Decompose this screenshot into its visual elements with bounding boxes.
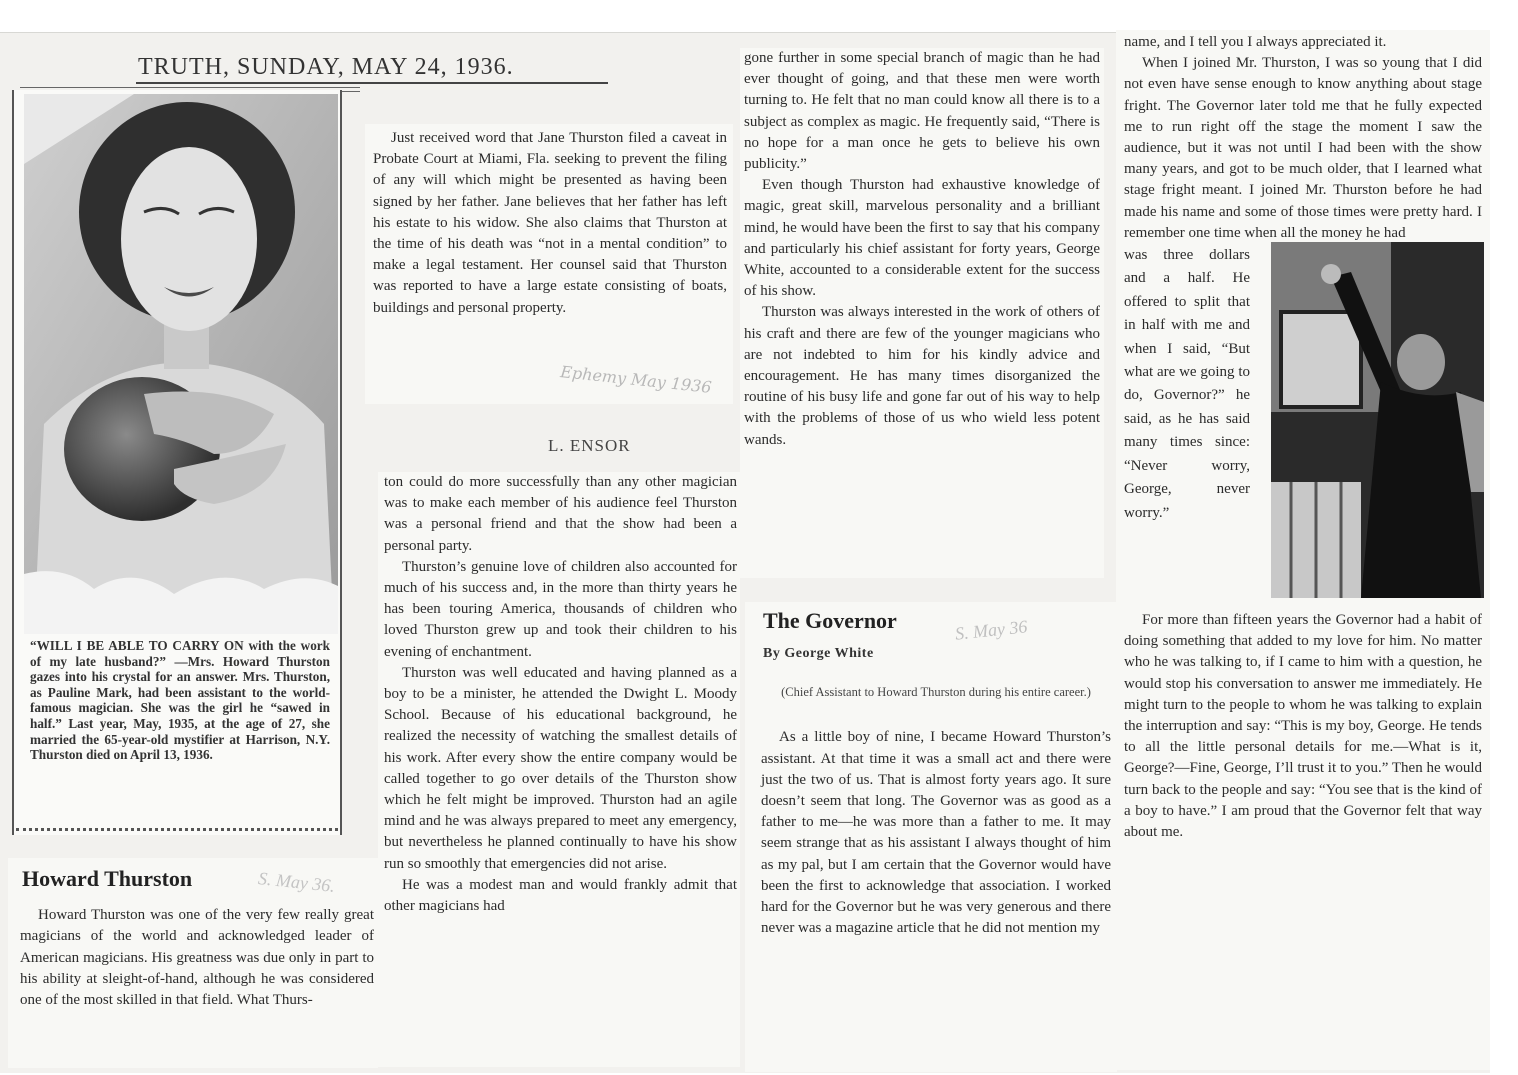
masthead-rule xyxy=(136,82,608,84)
article-paragraph: When I joined Mr. Thurston, I was so young that I did not even have sense enough to know anything about stage fright. The Governor later told me that he fully expected me to run right off the stage the moment I saw the audience, but it was not until I had been with the show many years, and got to be much older, that I learned what stage fright meant. I joined Mr. Thurston before he had made his name and some of those times were pretty hard. I remember one time when all the money he had xyxy=(1124,55,1482,241)
dotted-border xyxy=(16,828,338,831)
masthead-title: TRUTH, SUNDAY, MAY 24, 1936. xyxy=(138,54,514,80)
handwritten-date: S. May 36. xyxy=(257,868,336,896)
article-paragraph: was three dollars and a half. He offered to split that in half with me and when I said, “But what are we going to do, Governor?” he said, as he has said many times since: “Never worry, George, never worry.” xyxy=(1124,247,1250,521)
article-paragraph: ton could do more successfully than any other magician was to make each member of his audience feel Thurston was a personal friend and that the show had been a personal party. xyxy=(384,474,737,554)
handwritten-date: Ephemy May 1936 xyxy=(559,362,713,397)
portrait-photo xyxy=(24,94,338,634)
article-column-4 xyxy=(1116,30,1490,1070)
article-headline: The Governor xyxy=(763,608,897,633)
governor-article xyxy=(745,602,1117,1072)
divider xyxy=(20,87,360,88)
article-paragraph: As a little boy of nine, I became Howard Thurston’s assistant. At that time it was a small act and there were just the two of us. That is almost forty years ago. It sure doesn’t seem that long. The Governor was as good as a father to me—he was more than a father to me. It may seem strange that as his assistant I always thought of him as my pal, but I am certain that the Governor would have been the first to acknowledge that association. I worked hard for the Governor but he was very generous and there never was a magazine article that he did not mention my xyxy=(761,729,1111,937)
handwritten-date: S. May 36 xyxy=(954,616,1029,644)
photo-clipping xyxy=(12,90,342,835)
article-column-3 xyxy=(740,48,1104,578)
magician-photo xyxy=(1271,242,1484,598)
article-paragraph: gone further in some special branch of magic than he had ever thought of going, and that these men were worth turning to. He felt that no man could know all there is to a subject as complex as magic. He frequently said, “There is no hope for a man once he gets to believe his own publicity.” xyxy=(744,50,1100,173)
article-paragraph: Thurston was always interested in the work of others of his craft and there are few of the younger magicians who are not indebted to him for his kindly advice and encouragement. He has many times disorganized the routine of his busy life and gone far out of his way to help with the problems of those of us who wield less potent wands. xyxy=(744,304,1100,448)
article-headline: Howard Thurston xyxy=(22,866,193,891)
author-note: (Chief Assistant to Howard Thurston during his entire career.) xyxy=(781,685,1091,700)
article-paragraph: Thurston’s genuine love of children also accounted for much of his success and, in the more than thirty years he has been touring America, thousands of children who loved Thurston grew up and took their children to his evening of enchantment. xyxy=(384,558,737,660)
howard-thurston-article xyxy=(8,858,378,1068)
jane-thurston-clipping xyxy=(365,124,733,404)
article-paragraph: Just received word that Jane Thurston filed a caveat in Probate Court at Miami, Fla. seeking to prevent the filing of any will which might be presented as having been signed by her father. Jane believes that her father has left his estate to his widow. She also claims that Thurston at the time of his death was “not in a mental condition” to make a legal testament. Her counsel said that Thurston was reported to have a large estate consisting of boats, buildings and personal property. xyxy=(373,130,727,316)
article-paragraph: Even though Thurston had exhaustive knowledge of magic, great skill, marvelous personality and a brilliant mind, he would have been the first to say that his company and particularly his chief assistant for forty years, George White, accounted to a considerable extent for the success of his show. xyxy=(744,177,1100,300)
signature: L. ENSOR xyxy=(548,436,631,455)
newspaper-masthead xyxy=(10,48,600,88)
byline: By George White xyxy=(763,646,874,662)
article-paragraph: Howard Thurston was one of the very few really great magicians of the world and acknowledged leader of American magicians. His greatness was due only in part to his ability at sleight-of-hand, although he was considered one of the most skilled in that field. What Thurs- xyxy=(20,907,374,1009)
article-paragraph: He was a modest man and would frankly admit that other magicians had xyxy=(384,876,737,915)
article-column-2 xyxy=(378,472,740,1067)
article-paragraph: name, and I tell you I always appreciated it. xyxy=(1124,34,1387,50)
article-paragraph: For more than fifteen years the Governor had a habit of doing something that added to my love for him. No matter who he was talking to, if I came to him with a question, he would stop his conversation to answer me immediately. He might turn to the people to whom he was talking to explain the interruption and say: “This is my boy, George. He tends to all the little personal details for me.—What is it, George?—Fine, George, I’ll trust it to you.” Then he would turn back to the people and say: “You see that is the kind of a boy to have.” I am proud that the Governor felt that way about me. xyxy=(1124,612,1482,841)
wrap-block xyxy=(1124,244,1482,610)
photo-caption: “WILL I BE ABLE TO CARRY ON with the work of my late husband?” —Mrs. Howard Thurston gazes into his crystal for an answer. Mrs. Thurston, as Pauline Mark, had been assistant to the world-famous magician. She was the girl he “sawed in half.” Last year, May, 1935, at the age of 27, she married the 65-year-old mystifier at Harrison, N.Y. Thurston died on April 13, 1936. xyxy=(30,638,330,763)
article-paragraph: Thurston was well educated and having planned as a boy to be a minister, he attended the Dwight L. Moody School. Because of his educational background, he realized the necessity of watching the smallest details of his work. After every show the entire company would be called together to go over details of the Thurston show which he felt might be improved. Thurston had an agile mind and he was always prepared to meet any emergency, but nevertheless he planned continually to have his show run so smoothly that emergencies did not arise. xyxy=(384,664,737,872)
